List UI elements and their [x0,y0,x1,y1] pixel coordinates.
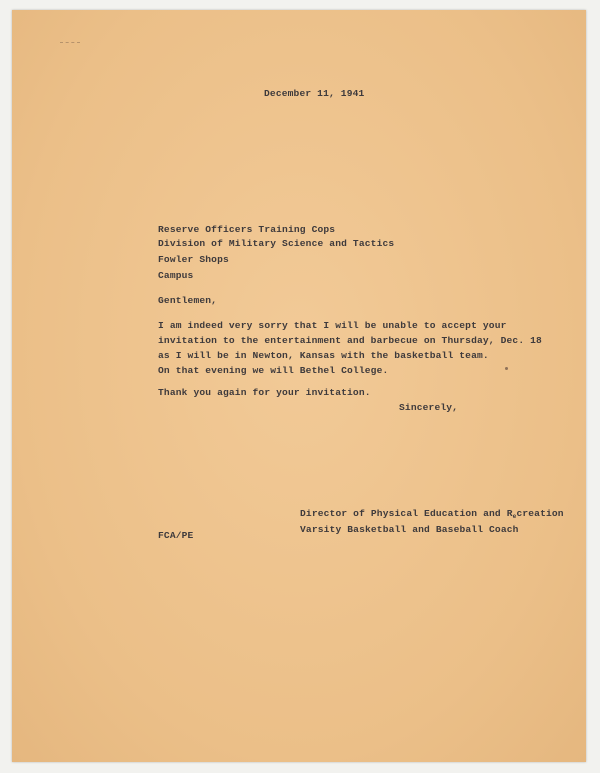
typist-initials: FCA/PE [158,530,194,541]
ink-dot [505,367,508,370]
body-line: invitation to the entertainment and barbecue on Thursday, Dec. 18 [158,335,542,346]
ink-smudge [60,42,80,45]
letter-page [12,10,586,762]
closing: Sincerely, [399,402,459,413]
signature-title-line-2: Varsity Basketball and Baseball Coach [300,524,519,535]
body-line: I am indeed very sorry that I will be unable to accept your [158,320,507,331]
salutation: Gentlemen, [158,295,218,306]
body-line: On that evening we will Bethel College. [158,365,389,376]
body-line: as I will be in Newton, Kansas with the basketball team. [158,350,489,361]
address-line: Reserve Officers Training Cops [158,224,336,235]
title-text-end: creation [516,508,564,519]
letter-date: December 11, 1941 [264,88,365,99]
title-subscript: e [512,513,517,520]
address-line: Fowler Shops [158,254,229,265]
address-line: Division of Military Science and Tactics [158,238,395,249]
title-text: Director of Physical Education and R [300,508,513,519]
signature-title-line-1 [300,509,564,520]
address-line: Campus [158,270,194,281]
thanks-line: Thank you again for your invitation. [158,387,371,398]
